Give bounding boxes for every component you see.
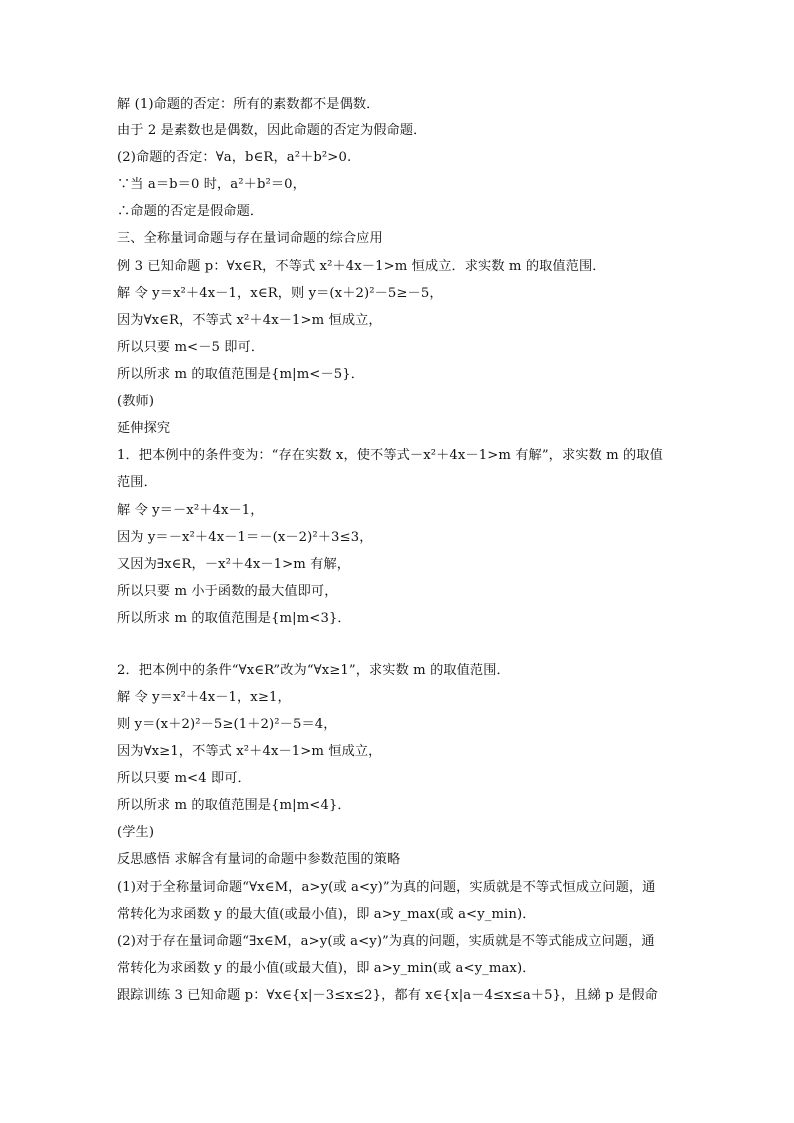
section-heading: 三、全称量词命题与存在量词命题的综合应用 [117,231,383,246]
text-line-8: 解 令 y＝x²＋4x－1，x∈R，则 y＝(x＋2)²－5≥－5， [117,286,443,301]
text-line-31: (2)对于存在量词命题“∃x∈M，a>y(或 a<y)”为真的问题，实质就是不等式能成立问题，通 [117,934,655,949]
text-line-30: 常转化为求函数 y 的最大值(或最小值)，即 a>y_max(或 a<y_min)． [117,907,536,922]
reflection-heading: 反思感悟 求解含有量词的命题中参数范围的策略 [117,852,401,867]
extension-heading: 延伸探究 [117,421,171,436]
text-line-2: 由于 2 是素数也是偶数，因此命题的否定为假命题． [117,123,427,138]
text-line-25: 所以只要 m<4 即可． [117,771,251,786]
text-line-5: ∴命题的否定是假命题． [117,204,264,219]
text-line-26: 所以所求 m 的取值范围是{m|m<4}． [117,798,351,813]
example-3-statement: 例 3 已知命题 p：∀x∈R，不等式 x²＋4x－1>m 恒成立．求实数 m 的取值范围． [117,259,606,274]
text-line-17: 因为 y＝－x²＋4x－1＝－(x－2)²＋3≤3， [117,530,373,545]
teacher-tag: (教师) [117,394,155,409]
text-line-29: (1)对于全称量词命题“∀x∈M，a>y(或 a<y)”为真的问题，实质就是不等式恒成立问题，通 [117,880,656,895]
text-line-10: 所以只要 m<－5 即可． [117,340,265,355]
text-line-15: 范围． [117,475,157,490]
text-line-4: ∵当 a＝b＝0 时，a²＋b²＝0， [117,177,306,192]
text-line-18: 又因为∃x∈R，－x²＋4x－1>m 有解， [117,557,351,572]
text-line-16: 解 令 y＝－x²＋4x－1， [117,503,264,518]
text-line-19: 所以只要 m 小于函数的最大值即可， [117,584,338,599]
student-tag: (学生) [117,825,155,840]
extension-1-statement: 1．把本例中的条件变为：“存在实数 x，使不等式－x²＋4x－1>m 有解”，求实数 m 的取值 [117,448,663,463]
extension-2-statement: 2．把本例中的条件“∀x∈R”改为“∀x≥1”，求实数 m 的取值范围． [117,663,510,678]
text-line-23: 则 y＝(x＋2)²－5≥(1＋2)²－5＝4， [117,717,337,732]
text-line-1: 解 (1)命题的否定：所有的素数都不是偶数． [117,97,380,112]
text-line-22: 解 令 y＝x²＋4x－1，x≥1， [117,690,291,705]
text-line-20: 所以所求 m 的取值范围是{m|m<3}． [117,611,351,626]
text-line-3: (2)命题的否定：∀a，b∈R，a²＋b²>0. [117,150,352,165]
text-line-9: 因为∀x∈R，不等式 x²＋4x－1>m 恒成立， [117,313,382,328]
text-line-32: 常转化为求函数 y 的最小值(或最大值)，即 a>y_min(或 a<y_max)． [117,961,536,976]
text-line-24: 因为∀x≥1，不等式 x²＋4x－1>m 恒成立， [117,744,382,759]
text-line-11: 所以所求 m 的取值范围是{m|m<－5}． [117,367,365,382]
practice-3-statement: 跟踪训练 3 已知命题 p：∀x∈{x|－3≤x≤2}，都有 x∈{x|a－4≤x≤a＋5}，且綈 p 是假命 [117,988,658,1003]
